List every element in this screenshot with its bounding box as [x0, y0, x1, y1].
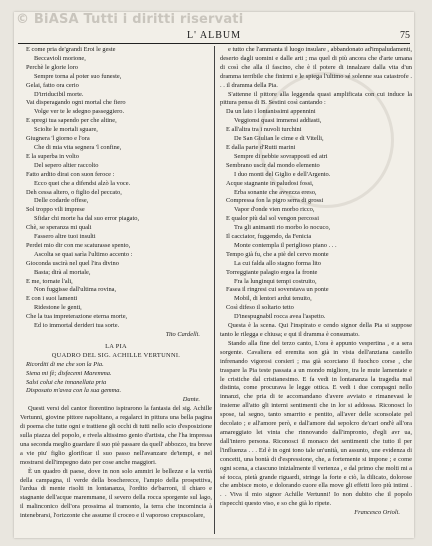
- poem-line: D'irriducibil morte.: [34, 90, 84, 98]
- right-column: [220, 46, 412, 518]
- poem-line: Ecco quei che a difendsi alzò la voce.: [34, 179, 131, 187]
- quoted-poem-line: Veggionsi quasi immensi addiasti,: [234, 117, 322, 125]
- column-divider: [214, 46, 215, 534]
- article-subtitle: QUADRO DEL SIG. ACHILLE VERTUNNI.: [51, 351, 181, 359]
- poem-line: Giugnera 'l giorno e l'ora: [26, 135, 90, 143]
- poem-signature: Tito Cardelli.: [165, 331, 200, 338]
- quoted-poem-line: E all'altra tra i nuvoli turchini: [226, 126, 302, 134]
- left-column: [20, 46, 212, 521]
- quoted-poem-line: Tra gli animanti rio morbo lo nocuco,: [234, 224, 331, 232]
- intro-paragraph: e tutto che l'ammanta il luogo insulare , abbandonato ad'impaludamenti, deserto dagli uomini e dalle arti ; ma quel di più ancora che d'arte umana di così che alla il fascino, che è il potere di innalzare dalla vita d'un dramma terribile che finirmi e le spiega l'ultimo sé solenne sua catastrofe . . . il dramma della Pia.: [220, 46, 412, 89]
- quoted-poem-line: D'inespugnabil rocca avea l'aspetto.: [234, 313, 326, 321]
- quoted-poem-line: Fasea il ringresi cui soverstava un ponte: [226, 286, 329, 294]
- poem-line: Ascolta se quai sarìa l'ultimo accento :: [34, 250, 133, 258]
- quoted-poem-line: La cui falda allo stagno forma lito: [234, 259, 321, 267]
- epigraph-line: Ricorditi di me che son la Pia.: [26, 360, 104, 368]
- poem-line: E la superba in volto: [26, 152, 79, 160]
- poem-line: Fatto ardito dirai con suon feroce :: [26, 170, 115, 178]
- epigraph-line: Salsi colui che innanellata pria: [26, 378, 107, 386]
- quoted-poem-line: De San Giulian le cime e di Vitelli,: [234, 135, 324, 143]
- quoted-poem-line: Monte contempla il periglioso piano . . .: [234, 241, 337, 249]
- poem-line: Gelai, fatto ora cerio: [26, 81, 79, 89]
- quoted-poem-line: Da un lato i lontanissimi appennini: [226, 108, 316, 116]
- newspaper-page: [14, 12, 414, 538]
- poem-line: Vai disperagando ogni mortal che fiero: [26, 99, 126, 107]
- quoted-poem-line: Erba sonante che avvezza ereso,: [234, 188, 317, 196]
- poem-line: Sempre torna al poter suo funeste,: [34, 72, 122, 80]
- article-paragraph: Stando alla fine del terzo canto, L'ora è appunto vespertina , e a sera sorgente. Cavaliera ed eremita son già in vista dell'anziana castello infrenando vigorosi corsieri ; ma già scorciano il fuochco corse , che traspare la Pia teste passata a un mondo migliore, tra le mute lamentate e le cristiche dal cristianesimo. E fa vedi in lontananza la tragedia mal distinta, come procurava le legge ottica. E vedi i due compagni nello innanzi, che pria di te accomandano d'avere avviato e rimanevasi le insieme all'atto gli interni sentimenti che in lor si addossa. Riconosci lo spose, tal segno, tanto smarrito e pentito, all'aver delle sconsolate pel decolato ; e all'amore però, e dall'amore dal sepolcro de'cari ond'è all'ora amareggiato lei vinta che rinnovando dall'impronto, d'egli avr ua, dall'intero persona. Riconosci il monaco dei sentimenti che tutto il per l'influenza . . . Ed è in ogni tono tale un'unità, un assunto, une evidenza di concetti, una bontà di d'espressione, che, a fortemente si impone ; e come ogni scena, a ciascuno inizialmente il vertenza , e dal primo che molti mi a sé tocca, pietà grande riguardi, stringe la forte e ciò, la dilicato, dolorose che ambisce moto, e dolorando cuore ella move gli effetti loro più intimi . . . Viva il mio signor Achille Vertunni! Io non dubito che il popolo rispecchi questo viso, e so che già lo ripete.: [220, 339, 412, 508]
- quoted-poem-line: Torreggiante palagio ergea la fronte: [226, 268, 318, 276]
- poem-line: E come pria de'grandi Eroi le geste: [26, 46, 116, 53]
- quoted-poem-line: E dalla parte d'Rutti marini: [226, 143, 296, 151]
- article-paragraph: Questa è la scena. Qui l'inspirato e cendo signor della Pia si suppose tanto le rilegga e chiusa; e qui il dramma è consumato.: [220, 322, 412, 338]
- poem-line: E con i suoi lamenti: [26, 295, 78, 303]
- quoted-poem-line: Tempo già fu, che a piè del cervo monte: [226, 250, 329, 258]
- poem-line: Basta; dirà al mortale,: [34, 268, 91, 276]
- quoted-poem-line: Così difeso il soltario tetto: [226, 304, 294, 312]
- page-number: 75: [400, 30, 410, 41]
- poem-line: Chè, se speranza mi quali: [26, 224, 92, 232]
- poem-line: Che di mia vita segnera 'l confine,: [34, 143, 122, 151]
- poem-line: Ridestone le genti,: [34, 304, 82, 312]
- journal-title: L' ALBUM: [187, 30, 241, 41]
- poem-line: E me, tornate l'ali,: [26, 277, 73, 285]
- poem-line: Perchè le glorie loro: [26, 63, 78, 71]
- quoted-poem-line: E qualor più dal sol vengon percossi: [226, 215, 320, 223]
- poem-line: Fassero altre tuoi insulti: [34, 233, 96, 241]
- quoted-poem-line: Sembrano uscir dal mondo elemento: [226, 161, 320, 169]
- poem-line: Sciolte le mortali sguare,: [34, 126, 98, 134]
- poem-line: Delle codarde offese,: [34, 197, 89, 205]
- poem-line: Perdei mio dir con me scaturasse spento,: [26, 241, 131, 249]
- header-rule: [18, 43, 410, 44]
- poem-line: Sfidar chi morte ha dal suo error piagato,: [34, 215, 140, 223]
- poem-line: Del sepero altier raccolto: [34, 161, 99, 169]
- poem-line: Deh cessa altero, o figlio del peccato,: [26, 188, 122, 196]
- article-paragraph: Questi versi del cantor fiorentino ispirarono la fantasia del sig. Achille Vertunni, giovine pittore napolitano, a regalarci in pittura una bella pagina di poema che tutte ogni e trattiene gli occhi di tutti nello scio d'esposizione sulla piazza del popolo, e rivela altissimo genio d'artista, che l'ha impressa una seconda meglio guardare il suo piè passare da quell' abbozzo, tra breve a vie piu' figlio glorificar il suo passo nell'avanzare de'tempi, e nel mostrarsi dell'impegno dato per cose anche maggiori.: [20, 405, 212, 466]
- quoted-poem-line: I duo monti del Giglio e dell'Argento.: [234, 170, 331, 178]
- epigraph-line: Disposato m'avea con la sua gemma.: [26, 387, 122, 395]
- quoted-poem-line: Acque stagnante in paludosi fossi,: [226, 179, 314, 187]
- poem-line: Sol troppo vili imprese: [26, 206, 85, 214]
- watermark-text: © BiASA Tutti i diritti riservati: [16, 12, 244, 27]
- article-paragraph: È un quadro di paese, dove in non solo ammiri le bellezze e la verità della campagna, il verde della boscherecce, l'ampio della prospettiva, l'ardua di mente risolti in lontananza, l'ordito de'barroni, il chiaro e stagnante dell'acque maremmane, il severo della rocca sporgente sul lago, il malinconico dell'ora prossima al tramonto, la terra che incomincia à intenebrarsi, l'orizzonte che assume il croceo e il vaporoso crepuscolare,: [20, 467, 212, 520]
- quoted-poem-line: Mobil, di lentori ardui tenuito,: [234, 295, 312, 303]
- poem-line: Beccavioli morione,: [34, 54, 86, 62]
- epigraph-line: Siena mi fè; disfecemi Maremma.: [26, 369, 112, 377]
- intro-paragraph: S'attenne il pittore alla leggenda quasi amplificata con cui induce la pittura pensa di B. Sestini così cantando :: [220, 90, 412, 107]
- quoted-poem-line: Compressa fon la pigro serra di grossi: [226, 197, 324, 205]
- poem-line: Ed io immortal derideri tua sorte.: [34, 322, 120, 330]
- quoted-poem-line: Il cacciator, fuggendo, da Fenicia: [226, 233, 312, 241]
- quoted-poem-line: Sempre di nebbie sovrapposti ed atri: [234, 152, 328, 160]
- poem-line: Non fuggisse dall'ultima rovina,: [34, 286, 117, 294]
- poem-line: E spregi tua sapendo per che altine,: [26, 117, 117, 125]
- quoted-poem-line: Vapor d'onde vien morbo ricco,: [234, 206, 315, 214]
- article-title: LA PIA: [105, 342, 127, 350]
- epigraph-author: Dante.: [182, 396, 200, 404]
- author-signature: Francesco Orioli.: [354, 509, 400, 517]
- page-header: [14, 30, 414, 44]
- poem-line: Che la tua impreterazione eterna morte,: [26, 313, 128, 321]
- poem-line: Volge ver te le sdegno passeggiero.: [34, 108, 125, 116]
- poem-line: Gioconda uscirà nel quel l'ira divino: [26, 259, 119, 267]
- quoted-poem-line: Fra la lunginqui tempi costruito,: [234, 277, 317, 285]
